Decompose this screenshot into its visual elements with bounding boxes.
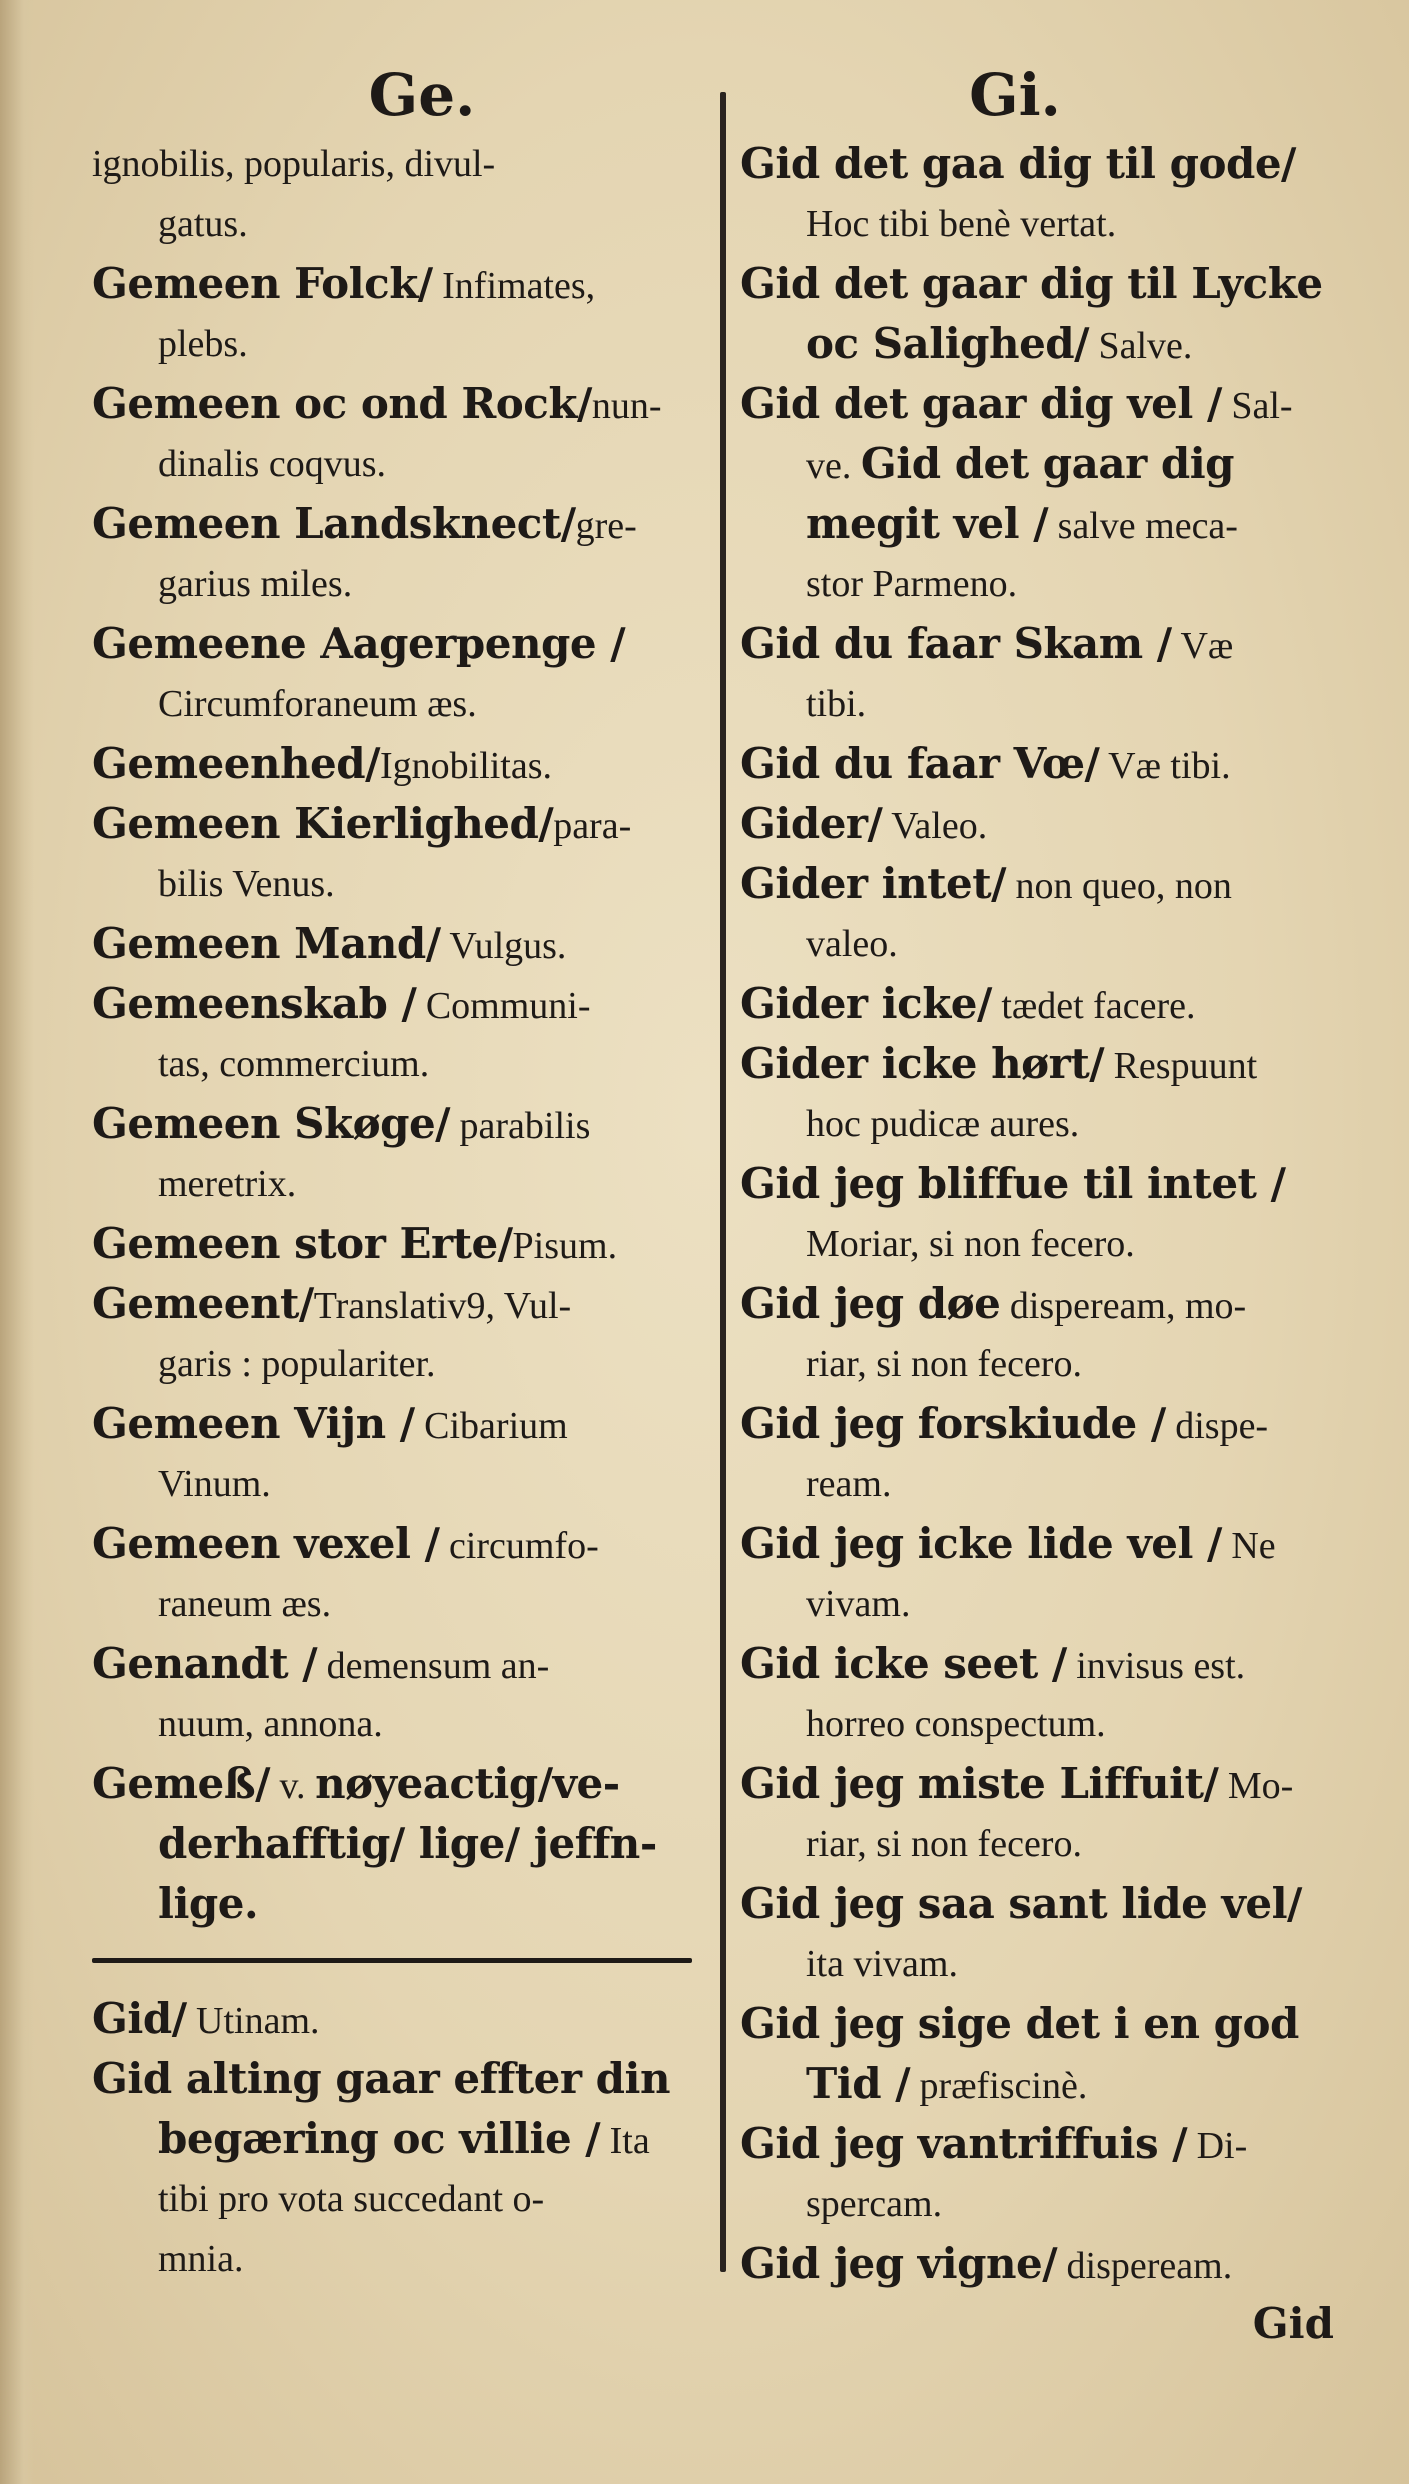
entry-line: [92, 614, 712, 674]
latin-gloss: salve meca-: [1048, 505, 1238, 547]
entry-line: [740, 734, 1360, 794]
entry-line: [740, 314, 1360, 374]
entry-line: [740, 134, 1360, 194]
entry-line: [92, 1754, 712, 1814]
latin-gloss: ream.: [806, 1463, 892, 1505]
latin-gloss: nuum, annona.: [158, 1703, 383, 1745]
dictionary-entry: [92, 2049, 712, 2289]
latin-gloss: Valeo.: [882, 805, 988, 847]
headword: Gider icke hørt/: [740, 1039, 1105, 1088]
entry-line: [92, 1034, 712, 1094]
latin-gloss: raneum æs.: [158, 1583, 332, 1625]
entry-line: [740, 254, 1360, 314]
latin-gloss: meretrix.: [158, 1163, 297, 1205]
section-rule: [92, 1958, 692, 1963]
dictionary-entry: [92, 374, 712, 494]
headword: Gemeß/: [92, 1759, 271, 1808]
headword: Gemeenhed/: [92, 739, 380, 788]
latin-gloss: Di-: [1187, 2125, 1248, 2167]
latin-gloss: Sal-: [1221, 385, 1293, 427]
headword: Gemeen Skøge/: [92, 1099, 451, 1148]
latin-gloss: garis : populariter.: [158, 1343, 436, 1385]
latin-gloss: hoc pudicæ aures.: [806, 1103, 1080, 1145]
entry-line: [740, 1754, 1360, 1814]
headword: Gid jeg saa sant lide vel/: [740, 1879, 1302, 1928]
entry-line: [740, 674, 1360, 734]
latin-gloss: tibi pro vota succedant o-: [158, 2178, 545, 2220]
latin-gloss: gatus.: [158, 203, 248, 245]
latin-gloss: Hoc tibi benè vertat.: [806, 203, 1117, 245]
catchword: [740, 2294, 1360, 2354]
headword: Gider/: [740, 799, 883, 848]
entry-line: [92, 674, 712, 734]
headword: Gid det gaar dig vel /: [740, 379, 1222, 428]
entry-line: [92, 1574, 712, 1634]
headword: Gemeent/: [92, 1279, 314, 1328]
dictionary-entry: [740, 1154, 1360, 1274]
dictionary-entry: [740, 1634, 1360, 1754]
entry-line: [740, 374, 1360, 434]
right-column: [740, 60, 1360, 2354]
headword: Gider icke/: [740, 979, 992, 1028]
entry-line: [740, 1994, 1360, 2054]
dictionary-entry: [740, 974, 1360, 1034]
headword: Gid jeg forskiude /: [740, 1399, 1166, 1448]
headword: Gid alting gaar effter din: [92, 2054, 670, 2103]
entry-line: [740, 1334, 1360, 1394]
headword: Genandt /: [92, 1639, 318, 1688]
dictionary-entry: [92, 494, 712, 614]
dictionary-entry: [740, 734, 1360, 794]
headword: Gid jeg miste Liffuit/: [740, 1759, 1219, 1808]
entry-line: [740, 494, 1360, 554]
latin-gloss: parabilis: [450, 1105, 591, 1147]
headword: Gemeen vexel /: [92, 1519, 440, 1568]
latin-gloss: Ne: [1221, 1525, 1276, 1567]
headword: Gemeen Folck/: [92, 259, 433, 308]
column-divider: [720, 92, 726, 2272]
entry-line: [92, 134, 712, 194]
entry-line: [740, 194, 1360, 254]
latin-gloss: tas, commercium.: [158, 1043, 430, 1085]
latin-gloss: dinalis coqvus.: [158, 443, 386, 485]
latin-gloss: dispeream.: [1057, 2245, 1233, 2287]
entry-line: [740, 1034, 1360, 1094]
entry-line: [92, 1154, 712, 1214]
dictionary-entry: [740, 794, 1360, 854]
latin-gloss: invisus est.: [1066, 1645, 1246, 1687]
entry-line: [740, 1094, 1360, 1154]
dictionary-entry: [92, 1094, 712, 1214]
entry-line: [92, 1874, 712, 1934]
headword: Gid jeg døe: [740, 1279, 1001, 1328]
headword: Gemeen Landsknect/: [92, 499, 576, 548]
latin-gloss: Moriar, si non fecero.: [806, 1223, 1135, 1265]
headword: begæring oc villie /: [158, 2114, 601, 2163]
headword: Gemeen Kierlighed/: [92, 799, 554, 848]
entry-line: [92, 914, 712, 974]
entry-line: [92, 314, 712, 374]
dictionary-entry: [92, 734, 712, 794]
latin-gloss: mnia.: [158, 2238, 244, 2280]
entry-line: [92, 1694, 712, 1754]
dictionary-entry: [92, 1394, 712, 1514]
catchword-text: Gid: [1252, 2299, 1334, 2348]
entry-line: [92, 2229, 712, 2289]
latin-gloss: Vulgus.: [440, 925, 567, 967]
latin-gloss: v.: [270, 1765, 316, 1807]
right-column-header: Gi.: [969, 61, 1061, 129]
entry-line: [92, 554, 712, 614]
dictionary-entry: [92, 914, 712, 974]
dictionary-entry: [740, 1034, 1360, 1154]
entry-line: [740, 1454, 1360, 1514]
latin-gloss: Mo-: [1218, 1765, 1294, 1807]
dictionary-entry: [740, 2114, 1360, 2234]
headword: nøyeactig/ve-: [315, 1759, 620, 1808]
entry-line: [740, 1634, 1360, 1694]
latin-gloss: horreo conspectum.: [806, 1703, 1106, 1745]
dictionary-entry: [92, 1754, 712, 1934]
latin-gloss: Ita: [600, 2120, 650, 2162]
dictionary-entry: [740, 614, 1360, 734]
latin-gloss: Infimates,: [432, 265, 596, 307]
entry-line: [740, 1874, 1360, 1934]
entry-line: [92, 2169, 712, 2229]
dictionary-entry: [92, 1274, 712, 1394]
entry-line: [740, 434, 1360, 494]
latin-gloss: Vinum.: [158, 1463, 271, 1505]
latin-gloss: Respuunt: [1104, 1045, 1258, 1087]
latin-gloss: dispe-: [1165, 1405, 1269, 1447]
headword: Gid det gaar dig til Lycke: [740, 259, 1323, 308]
entry-line: [740, 914, 1360, 974]
latin-gloss: Pisum.: [512, 1225, 618, 1267]
headword: Gid jeg bliffue til intet /: [740, 1159, 1286, 1208]
left-column-header: Ge.: [368, 61, 476, 129]
entry-line: [740, 1214, 1360, 1274]
left-entries-after-rule: [92, 1989, 712, 2289]
headword: Gid det gaar dig: [860, 439, 1235, 488]
entry-line: [92, 434, 712, 494]
latin-gloss: Salve.: [1089, 325, 1193, 367]
latin-gloss: Circumforaneum æs.: [158, 683, 477, 725]
entry-line: [92, 254, 712, 314]
entry-line: [740, 854, 1360, 914]
left-column: [92, 60, 712, 2289]
latin-gloss: bilis Venus.: [158, 863, 335, 905]
entry-line: [740, 2054, 1360, 2114]
entry-line: [92, 854, 712, 914]
headword: Gid jeg sige det i en god: [740, 1999, 1299, 2048]
entry-line: [740, 794, 1360, 854]
latin-gloss: Cibarium: [414, 1405, 568, 1447]
latin-gloss: Utinam.: [186, 2000, 320, 2042]
entry-line: [92, 374, 712, 434]
entry-line: [740, 1814, 1360, 1874]
dictionary-entry: [740, 1394, 1360, 1514]
dictionary-entry: [92, 134, 712, 254]
entry-line: [92, 1394, 712, 1454]
right-entries: [740, 134, 1360, 2294]
latin-gloss: plebs.: [158, 323, 248, 365]
entry-line: [740, 1934, 1360, 1994]
dictionary-entry: [740, 1754, 1360, 1874]
entry-line: [740, 2234, 1360, 2294]
entry-line: [92, 1334, 712, 1394]
entry-line: [740, 2114, 1360, 2174]
headword: Gid du faar Vœ/: [740, 739, 1100, 788]
headword: Gid jeg vigne/: [740, 2239, 1058, 2288]
headword: Gid du faar Skam /: [740, 619, 1172, 668]
latin-gloss: Væ: [1171, 625, 1234, 667]
headword: Gid/: [92, 1994, 187, 2043]
dictionary-entry: [740, 2234, 1360, 2294]
headword: Gemeen stor Erte/: [92, 1219, 513, 1268]
entry-line: [92, 794, 712, 854]
headword: Gemeen Vijn /: [92, 1399, 415, 1448]
latin-gloss: dispeream, mo-: [1000, 1285, 1247, 1327]
dictionary-entry: [740, 134, 1360, 254]
dictionary-entry: [740, 1994, 1360, 2114]
dictionary-entry: [92, 1514, 712, 1634]
dictionary-entry: [740, 254, 1360, 374]
dictionary-entry: [740, 1874, 1360, 1994]
entry-line: [740, 1154, 1360, 1214]
dictionary-entry: [740, 1274, 1360, 1394]
entry-line: [740, 974, 1360, 1034]
dictionary-entry: [92, 1989, 712, 2049]
headword: Gid jeg vantriffuis /: [740, 2119, 1188, 2168]
latin-gloss: Væ tibi.: [1099, 745, 1231, 787]
latin-gloss: nun-: [591, 385, 662, 427]
headword: Gid det gaa dig til gode/: [740, 139, 1296, 188]
entry-line: [92, 1814, 712, 1874]
latin-gloss: Ignobilitas.: [379, 745, 553, 787]
latin-gloss: Translativ9, Vul-: [313, 1285, 572, 1327]
entry-line: [740, 1574, 1360, 1634]
left-entries: [92, 134, 712, 1934]
headword: Gid icke seet /: [740, 1639, 1067, 1688]
dictionary-entry: [92, 794, 712, 914]
latin-gloss: ve.: [806, 445, 861, 487]
entry-line: [92, 1634, 712, 1694]
latin-gloss: præfiscinè.: [910, 2065, 1088, 2107]
headword: Tid /: [806, 2059, 911, 2108]
dictionary-entry: [92, 974, 712, 1094]
dictionary-entry: [740, 1514, 1360, 1634]
entry-line: [740, 1694, 1360, 1754]
headword: oc Salighed/: [806, 319, 1089, 368]
latin-gloss: spercam.: [806, 2183, 943, 2225]
entry-line: [740, 1394, 1360, 1454]
latin-gloss: riar, si non fecero.: [806, 1823, 1082, 1865]
entry-line: [92, 1094, 712, 1154]
headword: Gemeene Aagerpenge /: [92, 619, 626, 668]
entry-line: [92, 1274, 712, 1334]
entry-line: [92, 974, 712, 1034]
latin-gloss: tibi.: [806, 683, 867, 725]
entry-line: [92, 494, 712, 554]
latin-gloss: gre-: [575, 505, 637, 547]
latin-gloss: garius miles.: [158, 563, 353, 605]
entry-line: [92, 1514, 712, 1574]
entry-line: [740, 1274, 1360, 1334]
latin-gloss: tædet facere.: [991, 985, 1196, 1027]
latin-gloss: demensum an-: [317, 1645, 550, 1687]
latin-gloss: vivam.: [806, 1583, 911, 1625]
entry-line: [92, 2109, 712, 2169]
headword: Gemeen Mand/: [92, 919, 441, 968]
entry-line: [92, 734, 712, 794]
latin-gloss: ignobilis, popularis, divul-: [92, 143, 496, 185]
headword: Gemeen oc ond Rock/: [92, 379, 592, 428]
entry-line: [92, 1989, 712, 2049]
entry-line: [740, 1514, 1360, 1574]
latin-gloss: circumfo-: [439, 1525, 599, 1567]
headword: Gemeenskab /: [92, 979, 417, 1028]
entry-line: [92, 1214, 712, 1274]
entry-line: [740, 614, 1360, 674]
entry-line: [740, 554, 1360, 614]
latin-gloss: riar, si non fecero.: [806, 1343, 1082, 1385]
dictionary-entry: [92, 614, 712, 734]
latin-gloss: ita vivam.: [806, 1943, 958, 1985]
dictionary-entry: [92, 1214, 712, 1274]
page-edge: [0, 0, 34, 2484]
dictionary-entry: [92, 254, 712, 374]
latin-gloss: non queo, non: [1006, 865, 1232, 907]
entry-line: [92, 2049, 712, 2109]
dictionary-entry: [92, 1634, 712, 1754]
headword: derhafftig/ lige/ jeffn-: [158, 1819, 657, 1868]
latin-gloss: valeo.: [806, 923, 898, 965]
dictionary-entry: [740, 374, 1360, 614]
headword: megit vel /: [806, 499, 1049, 548]
entry-line: [92, 1454, 712, 1514]
entry-line: [740, 2174, 1360, 2234]
latin-gloss: para-: [553, 805, 632, 847]
headword: lige.: [158, 1879, 259, 1928]
dictionary-entry: [740, 854, 1360, 974]
entry-line: [92, 194, 712, 254]
latin-gloss: stor Parmeno.: [806, 563, 1018, 605]
latin-gloss: Communi-: [416, 985, 591, 1027]
headword: Gid jeg icke lide vel /: [740, 1519, 1222, 1568]
headword: Gider intet/: [740, 859, 1007, 908]
